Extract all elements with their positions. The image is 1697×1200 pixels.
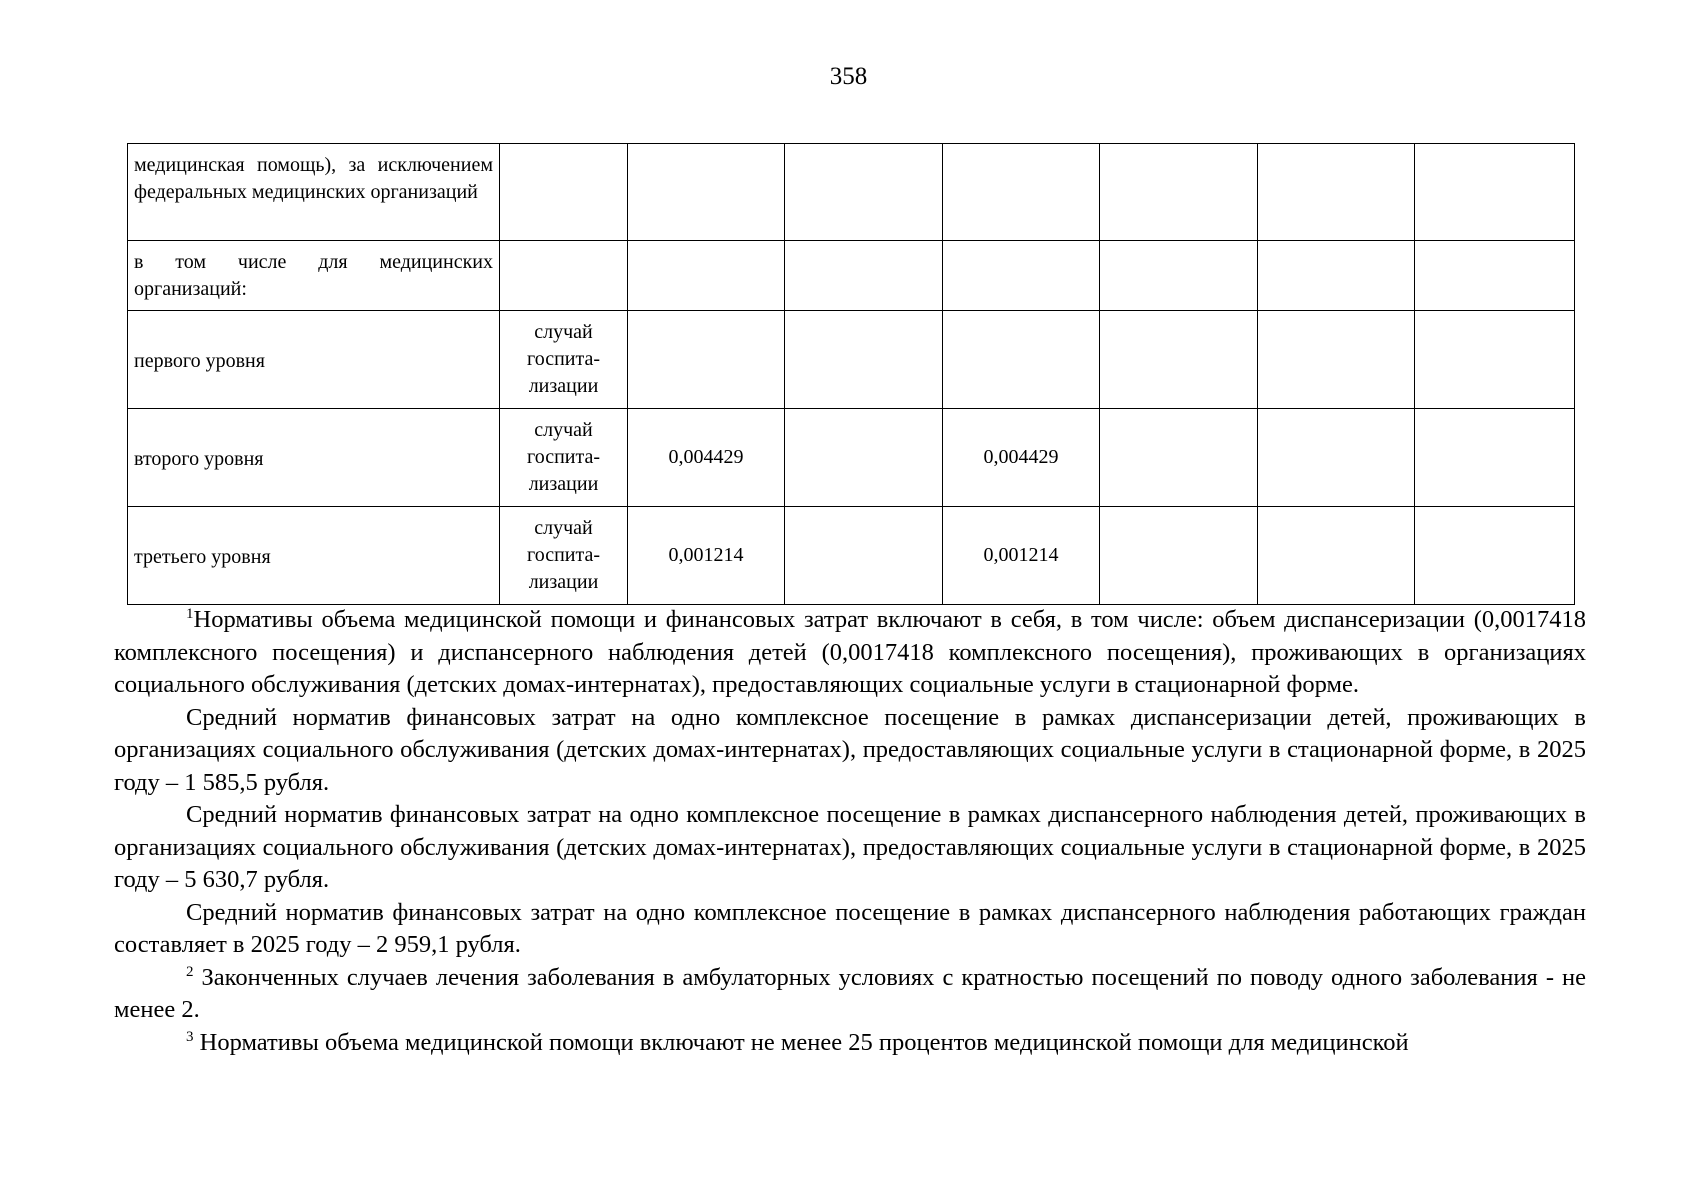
footnotes: [114, 604, 1586, 1059]
footnote-text: Нормативы объема медицинской помощи включают не менее 25 процентов медицинской помощи для медицинской: [193, 1028, 1409, 1056]
value-cell: [1100, 409, 1258, 507]
value-cell: [1415, 241, 1575, 311]
table-row: [128, 507, 1575, 605]
footnote-text: Средний норматив финансовых затрат на одно комплексное посещение в рамках диспансерного наблюдения работающих граждан составляет в 2025 году – 2 959,1 рубля.: [114, 898, 1586, 958]
value-cell: [628, 241, 785, 311]
footnote-paragraph: [114, 799, 1586, 897]
footnote-text: Нормативы объема медицинской помощи и финансовых затрат включают в себя, в том числе: объем диспансеризации (0,0017418 комплексного посещения) и диспансерного наблюдения детей (0,0017418 комплексного посещения), проживающих в организациях социального обслуживания (детских домах-интернатах), предоставляющих социальные услуги в стационарной форме.: [114, 606, 1586, 698]
value-cell: [1415, 409, 1575, 507]
footnote-mark: 3: [186, 1028, 194, 1045]
footnote-mark: 2: [186, 963, 194, 980]
value-cell: 0,004429: [628, 409, 785, 507]
table-row: [128, 144, 1575, 241]
value-cell: [943, 144, 1100, 241]
value-cell: [628, 311, 785, 409]
value-cell: [785, 241, 943, 311]
row-label: в том числе для медицинских организаций:: [128, 241, 500, 311]
value-cell: [1258, 311, 1415, 409]
value-cell: [1415, 507, 1575, 605]
table-row: [128, 311, 1575, 409]
unit-cell: [500, 241, 628, 311]
value-cell: [785, 507, 943, 605]
value-cell: 0,001214: [943, 507, 1100, 605]
value-cell: [1258, 241, 1415, 311]
page-number: 358: [829, 63, 868, 90]
value-cell: [1258, 409, 1415, 507]
footnote-mark: 1: [186, 606, 194, 622]
table-row: [128, 409, 1575, 507]
value-cell: [943, 241, 1100, 311]
value-cell: [943, 311, 1100, 409]
row-label: первого уровня: [128, 311, 500, 409]
value-cell: [1415, 144, 1575, 241]
norms-table: [127, 143, 1575, 605]
footnote-paragraph: [114, 702, 1586, 800]
unit-cell: случай госпита-лизации: [500, 507, 628, 605]
footnote-paragraph: [114, 962, 1586, 1027]
footnote-text: Средний норматив финансовых затрат на одно комплексное посещение в рамках диспансеризации детей, проживающих в организациях социального обслуживания (детских домах-интернатах), предоставляющих социальные услуги в стационарной форме, в 2025 году – 1 585,5 рубля.: [114, 703, 1586, 796]
value-cell: [1258, 144, 1415, 241]
row-label: второго уровня: [128, 409, 500, 507]
footnote-text: Законченных случаев лечения заболевания в амбулаторных условиях с кратностью посещений по поводу одного заболевания - не менее 2.: [114, 963, 1586, 1023]
value-cell: [785, 311, 943, 409]
value-cell: [1100, 507, 1258, 605]
value-cell: [785, 144, 943, 241]
unit-cell: [500, 144, 628, 241]
value-cell: 0,004429: [943, 409, 1100, 507]
value-cell: [628, 144, 785, 241]
value-cell: [785, 409, 943, 507]
footnote-paragraph: [114, 897, 1586, 962]
value-cell: [1100, 144, 1258, 241]
table-row: [128, 241, 1575, 311]
footnote-paragraph: [114, 1027, 1586, 1060]
value-cell: [1100, 311, 1258, 409]
row-label: третьего уровня: [128, 507, 500, 605]
unit-cell: случай госпита-лизации: [500, 311, 628, 409]
unit-cell: случай госпита-лизации: [500, 409, 628, 507]
footnote-text: Средний норматив финансовых затрат на одно комплексное посещение в рамках диспансерного наблюдения детей, проживающих в организациях социального обслуживания (детских домах-интернатах), предоставляющих социальные услуги в стационарной форме, в 2025 году – 5 630,7 рубля.: [114, 801, 1586, 893]
value-cell: [1415, 311, 1575, 409]
row-label: медицинская помощь), за исключением федеральных медицинских организаций: [128, 144, 500, 241]
value-cell: [1258, 507, 1415, 605]
value-cell: [1100, 241, 1258, 311]
footnote-paragraph: [114, 604, 1586, 702]
value-cell: 0,001214: [628, 507, 785, 605]
